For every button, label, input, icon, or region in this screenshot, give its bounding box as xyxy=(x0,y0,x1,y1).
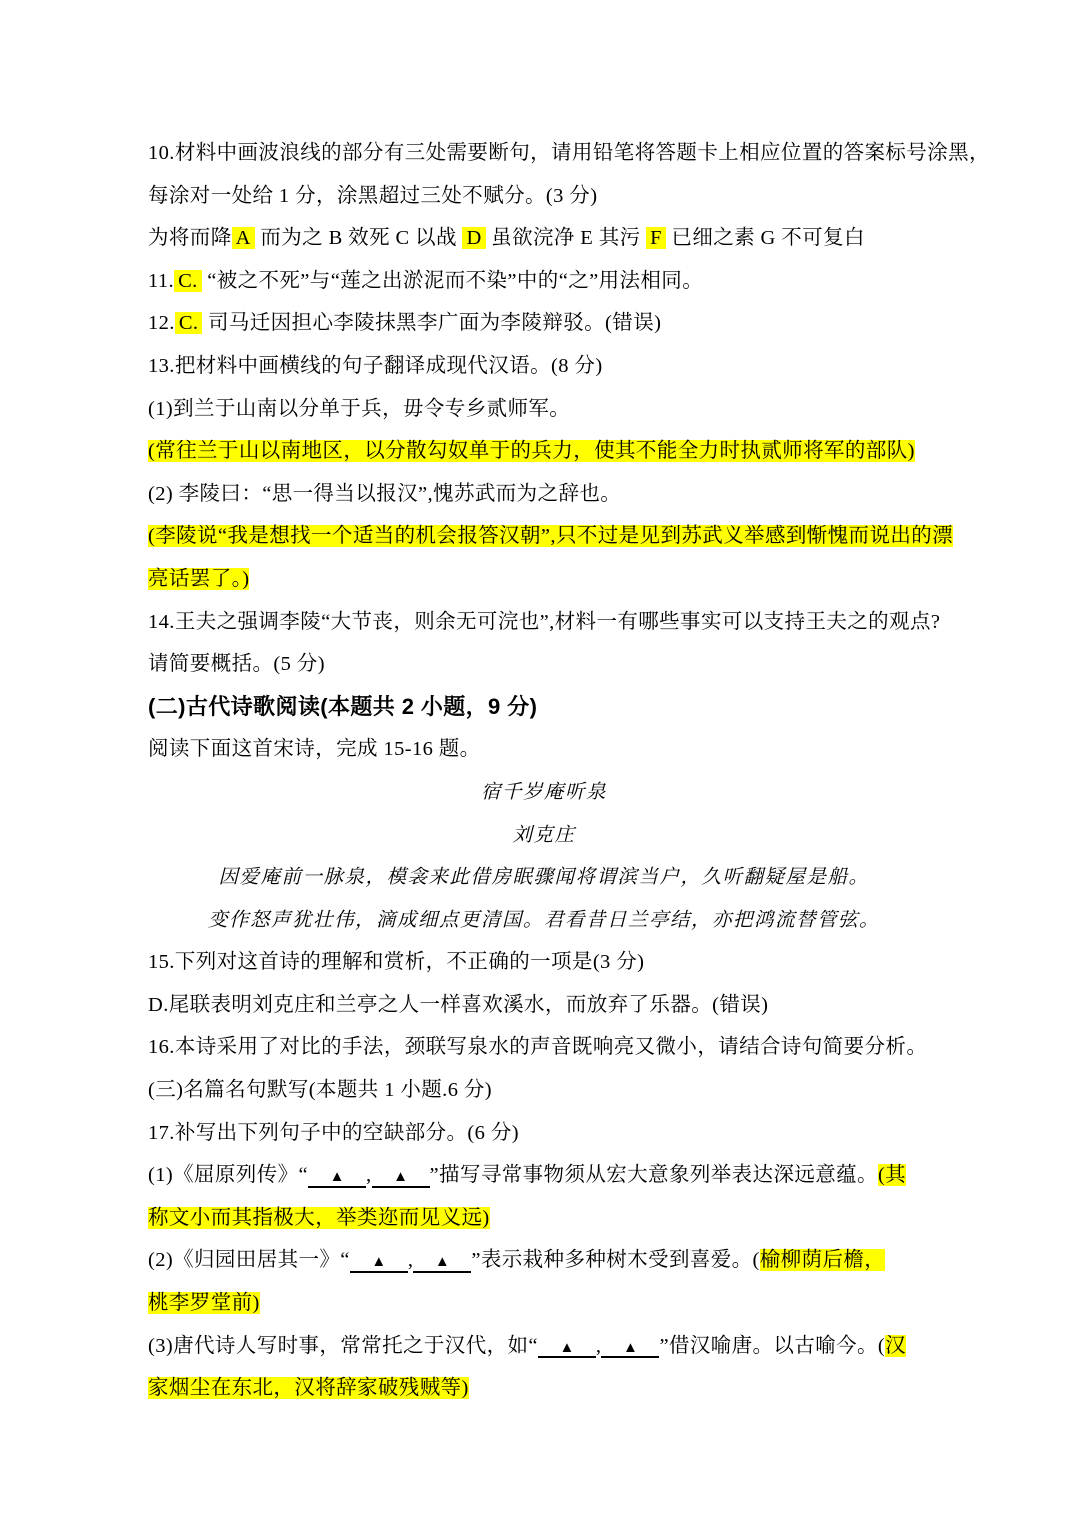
text-segment: 而为之 B 效死 C 以战 xyxy=(254,227,463,250)
poem-line-1 xyxy=(148,856,940,899)
question-12 xyxy=(148,302,940,345)
highlighted-text: A xyxy=(232,227,255,249)
highlighted-text: 榆柳荫后檐， xyxy=(759,1249,886,1272)
question-17-item-2 xyxy=(148,1239,940,1282)
answer-blank-marker: ▲ xyxy=(538,1340,596,1359)
text-segment: 12. xyxy=(148,312,175,335)
question-13-sentence-2 xyxy=(148,473,940,516)
text-segment: (3)唐代诗人写时事，常常托之于汉代，如“ xyxy=(148,1334,538,1357)
highlighted-text: C. xyxy=(174,270,202,292)
text-segment: (二)古代诗歌阅读(本题共 2 小题，9 分) xyxy=(148,693,538,719)
question-17 xyxy=(148,1112,940,1155)
text-segment: (2) 李陵曰：“思一得当以报汉”,愧苏武而为之辞也。 xyxy=(148,482,622,505)
text-segment: 13.把材料中画横线的句子翻译成现代汉语。(8 分) xyxy=(148,354,603,377)
question-17-item-1 xyxy=(148,1154,940,1197)
highlighted-text: 亮话罢了。) xyxy=(148,567,250,590)
highlighted-text: C. xyxy=(175,312,203,334)
question-11 xyxy=(148,260,940,303)
poem-intro xyxy=(148,728,940,771)
text-segment: 虽欲浣净 E 其污 xyxy=(485,227,647,250)
text-segment: ”描写寻常事物须从宏大意象列举表达深远意蕴。 xyxy=(429,1164,878,1187)
question-10-options xyxy=(148,217,940,260)
text-segment: (1)《屈原列传》“ xyxy=(148,1164,309,1187)
highlighted-text: 桃李罗堂前) xyxy=(148,1292,260,1315)
poem-author xyxy=(148,814,940,857)
text-segment: 17.补写出下列句子中的空缺部分。(6 分) xyxy=(148,1121,519,1144)
text-segment: 14.王夫之强调李陵“大节丧，则余无可浣也”,材料一有哪些事实可以支持王夫之的观点? xyxy=(148,610,941,633)
poem-title xyxy=(148,771,940,814)
question-13-sentence-1 xyxy=(148,388,940,431)
text-segment: “被之不死”与“莲之出淤泥而不染”中的“之”用法相同。 xyxy=(201,269,704,292)
text-segment: ”借汉喻唐。以古喻今。( xyxy=(659,1334,886,1357)
text-segment: 15.下列对这首诗的理解和赏析，不正确的一项是(3 分) xyxy=(148,951,645,974)
section-2-heading xyxy=(148,686,940,729)
question-17-answer-1 xyxy=(148,1197,940,1240)
answer-blank-marker: ▲ xyxy=(350,1254,408,1273)
text-segment: , xyxy=(366,1164,372,1187)
highlighted-text: 汉 xyxy=(885,1334,907,1357)
question-16 xyxy=(148,1026,940,1069)
highlighted-text: (李陵说“我是想找一个适当的机会报答汉朝”,只不过是见到苏武义举感到惭愧而说出的漂 xyxy=(148,525,954,548)
answer-blank-marker: ▲ xyxy=(372,1169,430,1188)
text-segment: 变作怒声犹壮伟，滴成细点更清国。君看昔日兰亭结，亦把鸿流替管弦。 xyxy=(207,907,880,931)
question-14-line-1 xyxy=(148,601,940,644)
question-13 xyxy=(148,345,940,388)
text-segment: 10.材料中画波浪线的部分有三处需要断句，请用铅笔将答题卡上相应位置的答案标号涂黑， xyxy=(148,142,990,164)
text-segment: 刘克庄 xyxy=(512,822,576,846)
text-segment: 因爱庵前一脉泉，模衾来此借房眠骤闻将谓滨当户，久听翻疑屋是船。 xyxy=(218,865,870,889)
answer-blank-marker: ▲ xyxy=(308,1169,366,1188)
question-17-answer-3 xyxy=(148,1367,940,1410)
question-17-item-3 xyxy=(148,1325,940,1368)
question-14-line-2 xyxy=(148,643,940,686)
poem-line-2 xyxy=(148,899,940,942)
text-segment: 为将而降 xyxy=(148,227,232,250)
text-segment: ”表示栽种多种树木受到喜爱。( xyxy=(471,1249,760,1272)
text-segment: 16.本诗采用了对比的手法，颈联写泉水的声音既响亮又微小，请结合诗句简要分析。 xyxy=(148,1036,928,1059)
question-10-line-1 xyxy=(148,132,990,175)
text-segment: (1)到兰于山南以分单于兵，毋令专乡贰师军。 xyxy=(148,397,571,420)
text-segment: , xyxy=(595,1334,602,1357)
question-13-answer-1 xyxy=(148,430,940,473)
highlighted-text: D xyxy=(462,227,485,249)
text-segment: D.尾联表明刘克庄和兰亭之人一样喜欢溪水，而放弃了乐器。(错误) xyxy=(148,993,769,1016)
question-13-answer-2-line-1 xyxy=(148,515,954,558)
text-segment: 每涂对一处给 1 分，涂黑超过三处不赋分。(3 分) xyxy=(148,184,598,207)
answer-blank-marker: ▲ xyxy=(601,1340,659,1359)
highlighted-text: 称文小而其指极大，举类迩而见义远) xyxy=(148,1206,490,1229)
text-segment: 阅读下面这首宋诗，完成 15-16 题。 xyxy=(148,738,481,761)
text-segment: 已细之素 G 不可复白 xyxy=(665,227,865,250)
text-segment: 司马迁因担心李陵抹黑李广面为李陵辩驳。(错误) xyxy=(202,312,662,335)
question-15-option-d xyxy=(148,984,940,1027)
answer-blank-marker: ▲ xyxy=(413,1254,471,1273)
question-13-answer-2-line-2 xyxy=(148,558,940,601)
text-segment: 宿千岁庵听泉 xyxy=(480,779,607,803)
text-segment: 请简要概括。(5 分) xyxy=(148,653,325,676)
text-segment: (2)《归园田居其一》“ xyxy=(148,1249,350,1272)
question-10-line-2 xyxy=(148,175,940,218)
question-15 xyxy=(148,941,940,984)
section-3-heading xyxy=(148,1069,940,1112)
text-segment: , xyxy=(407,1249,414,1272)
question-17-answer-2 xyxy=(148,1282,940,1325)
highlighted-text: F xyxy=(646,227,666,249)
text-segment: 11. xyxy=(148,269,175,292)
highlighted-text: 家烟尘在东北，汉将辞家破残贼等) xyxy=(148,1377,469,1400)
text-segment: (三)名篇名句默写(本题共 1 小题.6 分) xyxy=(148,1079,493,1102)
highlighted-text: (其 xyxy=(877,1164,907,1187)
highlighted-text: (常往兰于山以南地区，以分散勾奴单于的兵力，使其不能全力时执贰师将军的部队) xyxy=(148,440,915,463)
